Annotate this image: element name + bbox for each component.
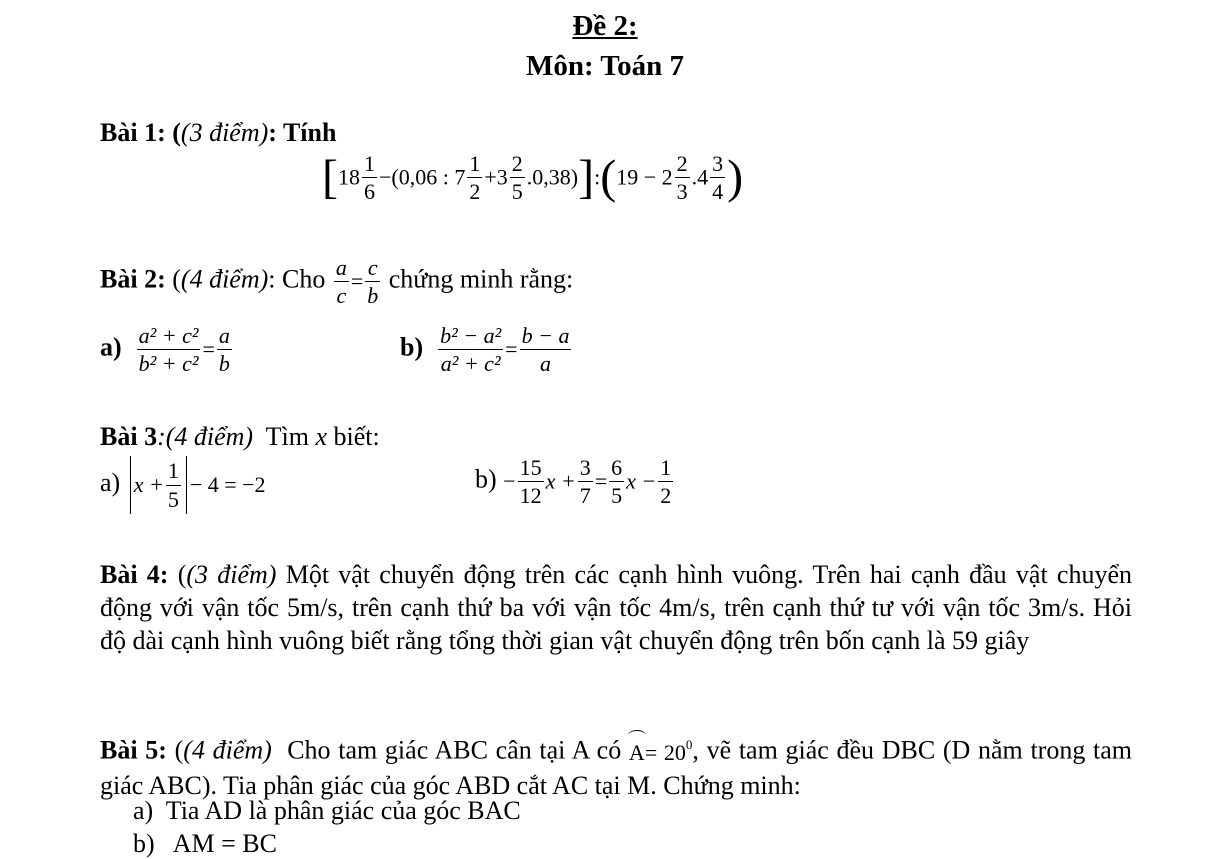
bai5-paragraph: Bài 5: ((4 điểm) Cho tam giác ABC cân tại A có $A= 20^0$, vẽ tam giác đều DBC (D nằm trong tam giác ABC). Tia phân giác của góc ABD cắt AC tại M. Chứng minh: xyxy=(100,735,1133,801)
bai5-item-b: b) AM = BC xyxy=(133,829,277,858)
bai1-heading: Bài 1: ((3 điểm): Tính xyxy=(100,118,337,147)
bai5-item-a: a) Tia AD là phân giác của góc BAC xyxy=(133,796,521,825)
bai2-part-b: b) $\frac{\text{b² − a²}}{\text{a² + c²}}$ = $\frac{b - a}{a}$ xyxy=(400,323,570,377)
angle-a: A xyxy=(629,736,645,769)
bai1-expression: [18 $\frac{1}{6}$ −(0,06 : 7 $\frac{1}{2}$ +3 $\frac{2}{5}$ .0,38)]:(19 − 2 $\frac{2}{3}$ .4 $\frac{3}{4}$ ) xyxy=(322,150,744,205)
bai2-part-a: a) $\frac{\text{a² + c²}}{\text{b² + c²}}$ = $\frac{a}{b}$ xyxy=(100,323,230,377)
exam-title: Đề 2: xyxy=(572,10,638,42)
bai2-heading: Bài 2: ((4 điểm): Cho $\frac{a}{c}$ = $\frac{c}{b}$ chứng minh rằng: xyxy=(100,255,574,309)
bai4-paragraph: Bài 4: ((3 điểm) Một vật chuyển động trên các cạnh hình vuông. Trên hai cạnh đầu vật chuyển động với vận tốc 5m/s, trên cạnh thứ ba với vận tốc 4m/s, trên cạnh thứ tư với vận tốc 3m/s. Hỏi độ dài cạnh hình vuông biết rằng tổng thời gian vật chuyển động trên bốn cạnh là 59 giây xyxy=(100,560,1132,655)
bai3-heading: Bài 3:(4 điểm) Tìm x biết: xyxy=(100,422,380,451)
bai3-part-b: b) − $\frac{15}{12}$ x + $\frac{3}{7}$ = $\frac{6}{5}$ x − $\frac{1}{2}$ xyxy=(475,455,672,509)
exam-subject: Môn: Toán 7 xyxy=(526,50,684,82)
bai3-part-a: a) x + $\frac{1}{5}$ − 4 = −2 xyxy=(100,456,266,514)
